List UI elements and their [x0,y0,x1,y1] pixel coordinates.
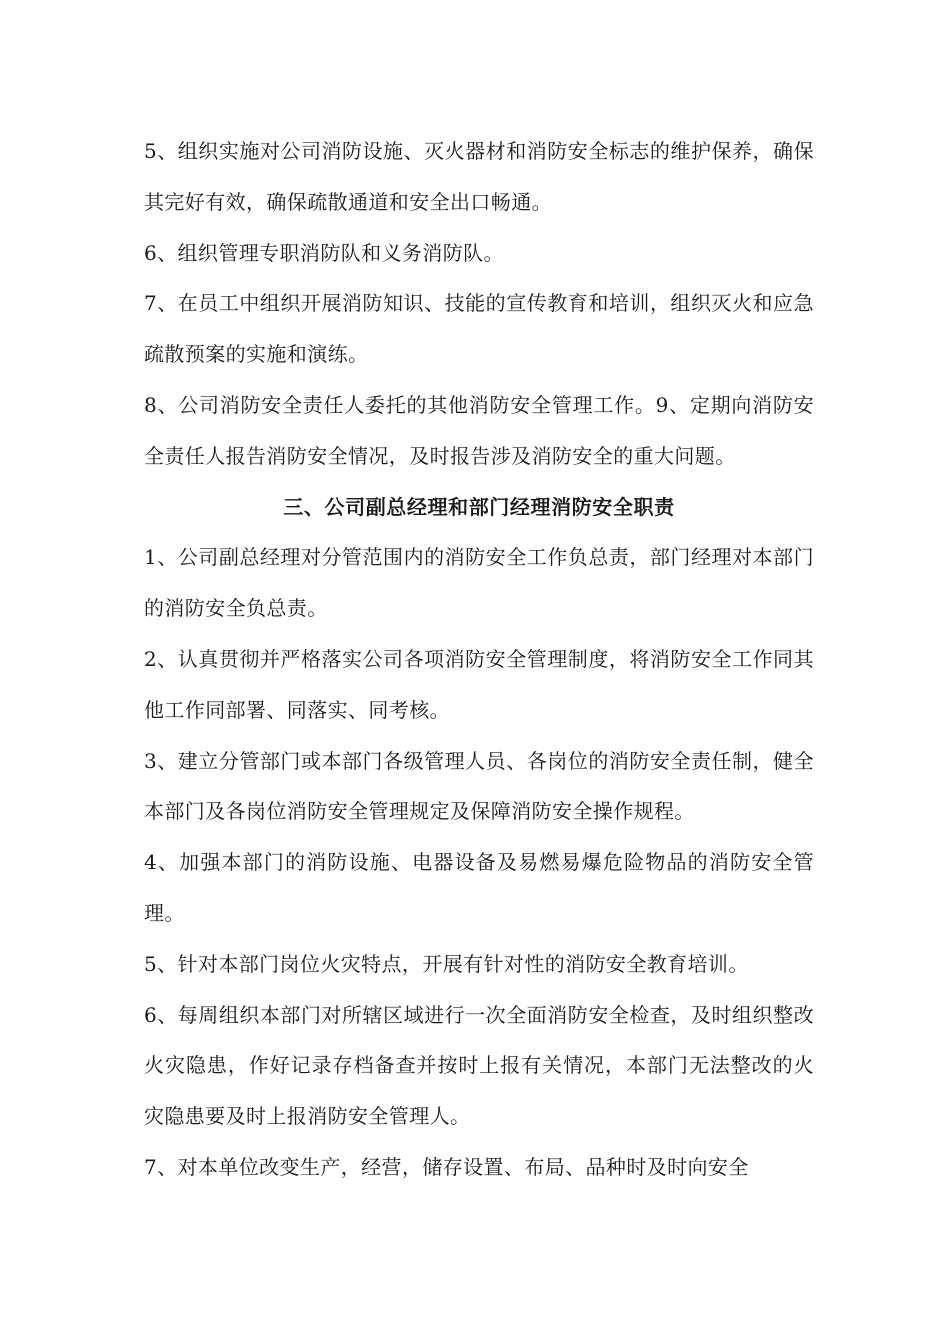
section3-item-6: 6、每周组织本部门对所辖区域进行一次全面消防安全检查，及时组织整改火灾隐患，作好记录存档备查并按时上报有关情况，本部门无法整改的火灾隐患要及时上报消防安全管理人。 [144,1002,814,1129]
paragraph-item-6: 6、组织管理专职消防队和义务消防队。 [144,240,504,265]
paragraph-item-8-9: 8、公司消防安全责任人委托的其他消防安全管理工作。9、定期向消防安全责任人报告消防安全情况，及时报告涉及消防安全的重大问题。 [144,392,814,468]
paragraph-item-7: 7、在员工中组织开展消防知识、技能的宣传教育和培训，组织灭火和应急疏散预案的实施和演练。 [144,291,814,367]
section3-item-2: 2、认真贯彻并严格落实公司各项消防安全管理制度，将消防安全工作同其他工作同部署、同落实、同考核。 [144,646,814,722]
section3-item-5: 5、针对本部门岗位火灾特点，开展有针对性的消防安全教育培训。 [144,951,749,976]
section3-item-3: 3、建立分管部门或本部门各级管理人员、各岗位的消防安全责任制，健全本部门及各岗位消防安全管理规定及保障消防安全操作规程。 [144,748,814,824]
section3-item-7: 7、对本单位改变生产，经营，储存设置、布局、品种时及时向安全 [144,1154,749,1179]
section-heading: 三、公司副总经理和部门经理消防安全职责 [283,494,675,519]
section3-item-1: 1、公司副总经理对分管范围内的消防安全工作负总责，部门经理对本部门的消防安全负总责。 [144,545,814,621]
document-body [144,126,814,1193]
paragraph-item-5: 5、组织实施对公司消防设施、灭火器材和消防安全标志的维护保养，确保其完好有效，确保疏散通道和安全出口畅通。 [144,139,814,214]
section3-item-4: 4、加强本部门的消防设施、电器设备及易燃易爆危险物品的消防安全管理。 [144,850,814,925]
